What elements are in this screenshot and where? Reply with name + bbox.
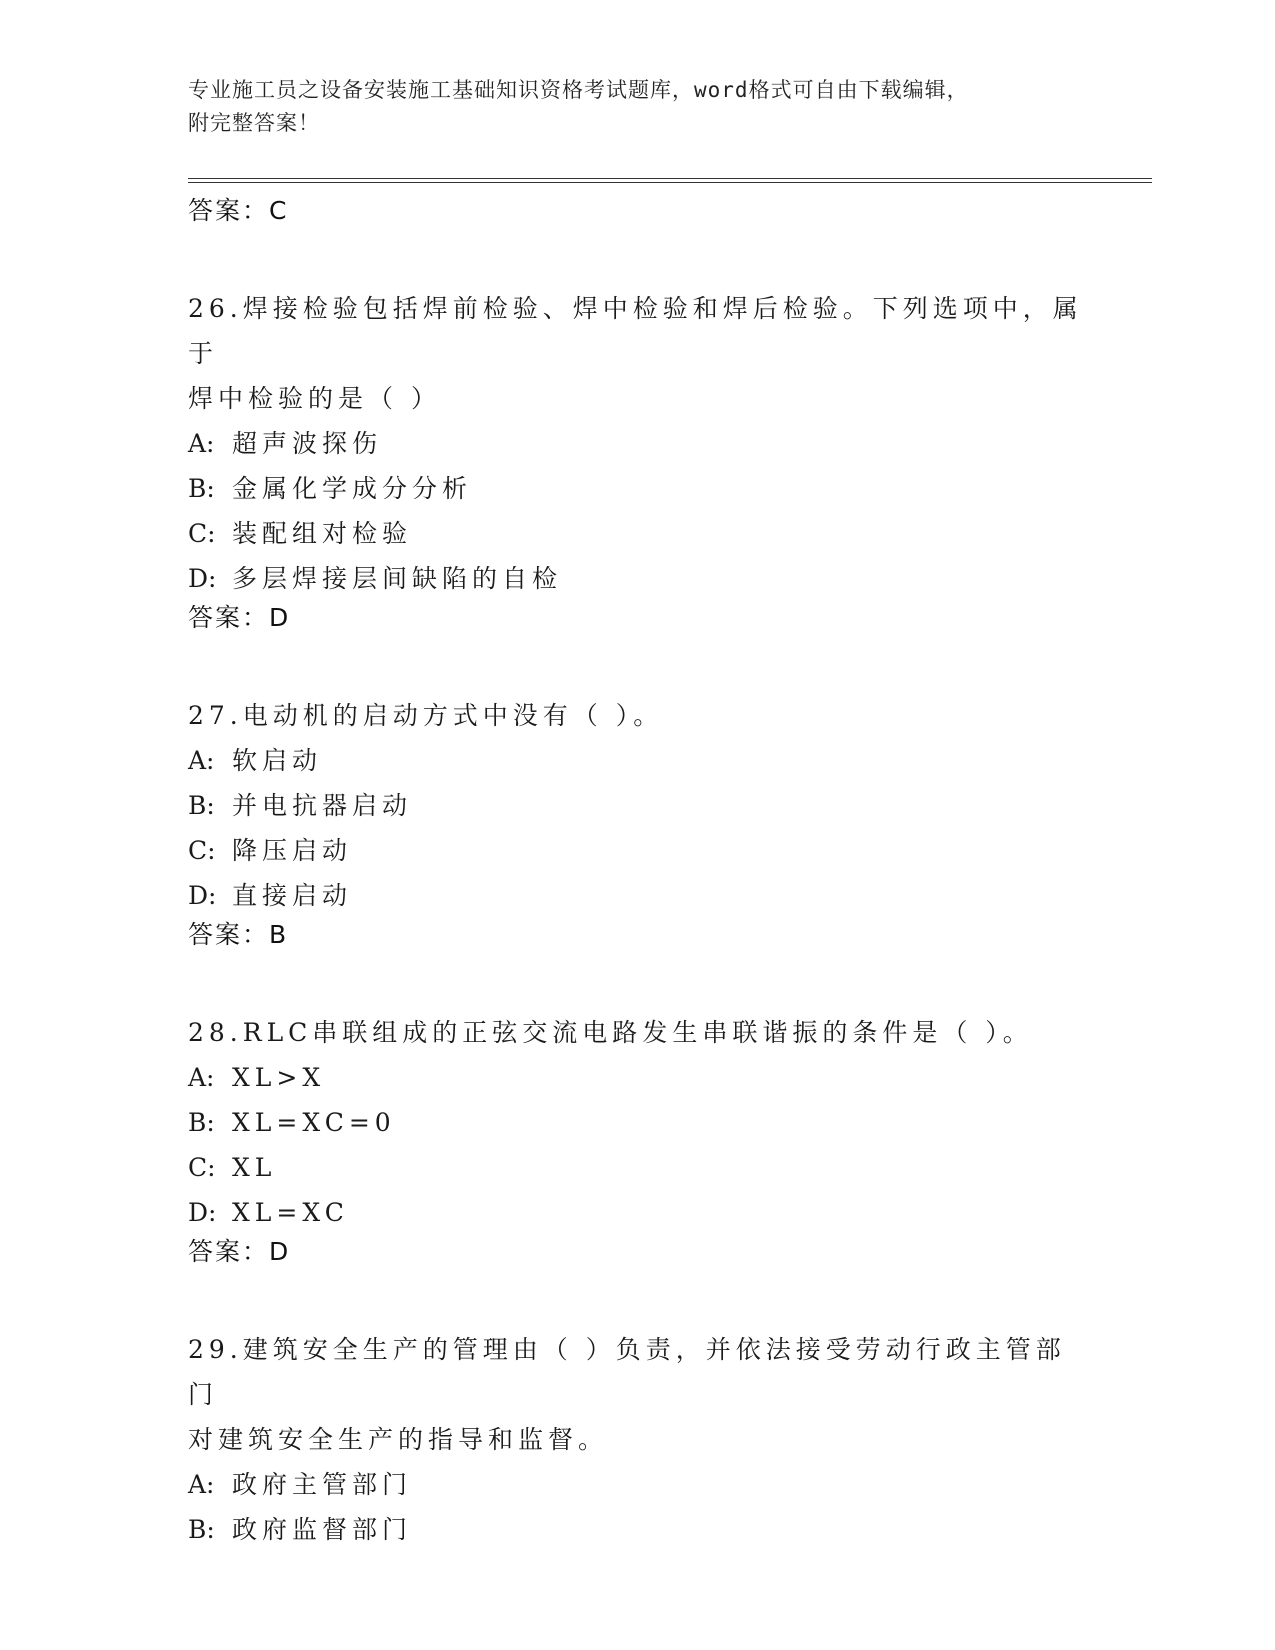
header-divider-top xyxy=(188,178,1152,179)
option-b xyxy=(188,1507,1088,1552)
option-a xyxy=(188,421,1088,466)
option-key: B: xyxy=(188,1515,215,1544)
question-text: 28.RLC串联组成的正弦交流电路发生串联谐振的条件是（ ）。 xyxy=(188,1018,1033,1047)
option-text: XL>X xyxy=(232,1063,326,1092)
question-29 xyxy=(188,1327,1088,1552)
option-key: D: xyxy=(188,1198,217,1227)
question-26 xyxy=(188,286,1088,635)
question-text-continued: 对建筑安全生产的指导和监督。 xyxy=(188,1425,609,1454)
document-header xyxy=(188,74,1068,140)
option-d xyxy=(188,873,1088,918)
header-line-1: 专业施工员之设备安装施工基础知识资格考试题库，word格式可自由下载编辑， xyxy=(188,78,969,102)
question-text-continued: 焊中检验的是（ ） xyxy=(188,384,441,413)
option-text: 政府主管部门 xyxy=(232,1470,413,1499)
option-key: A: xyxy=(188,1470,215,1499)
option-b xyxy=(188,466,1088,511)
header-divider-bottom xyxy=(188,182,1152,183)
question-27 xyxy=(188,693,1088,952)
option-text: 装配组对检验 xyxy=(232,519,413,548)
option-c xyxy=(188,828,1088,873)
option-key: A: xyxy=(188,429,215,458)
answer-line: 答案：D xyxy=(188,1237,291,1266)
option-text: 超声波探伤 xyxy=(232,429,383,458)
answer-line: 答案：D xyxy=(188,603,291,632)
answer-line: 答案：B xyxy=(188,920,289,949)
option-text: 金属化学成分分析 xyxy=(232,474,473,503)
option-text: 并电抗器启动 xyxy=(232,791,413,820)
option-text: 软启动 xyxy=(232,746,323,775)
option-b xyxy=(188,1100,1088,1145)
option-text: XL xyxy=(232,1153,277,1182)
option-key: D: xyxy=(188,881,217,910)
question-28 xyxy=(188,1010,1088,1269)
option-key: A: xyxy=(188,1063,215,1092)
option-text: XL=XC=0 xyxy=(232,1108,396,1137)
option-key: A: xyxy=(188,746,215,775)
question-text: 27.电动机的启动方式中没有（ ）。 xyxy=(188,701,664,730)
option-text: 政府监督部门 xyxy=(232,1515,413,1544)
option-key: C: xyxy=(188,519,216,548)
option-text: 直接启动 xyxy=(232,881,353,910)
option-key: B: xyxy=(188,791,215,820)
option-d xyxy=(188,1190,1088,1235)
question-text: 26.焊接检验包括焊前检验、焊中检验和焊后检验。下列选项中，属于 xyxy=(188,294,1083,368)
option-a xyxy=(188,1055,1088,1100)
option-a xyxy=(188,738,1088,783)
question-list xyxy=(188,190,1088,1552)
option-c xyxy=(188,1145,1088,1190)
option-key: D: xyxy=(188,564,217,593)
option-b xyxy=(188,783,1088,828)
option-key: B: xyxy=(188,474,215,503)
header-line-2: 附完整答案！ xyxy=(188,111,320,135)
option-d xyxy=(188,556,1088,601)
option-c xyxy=(188,511,1088,556)
previous-answer: 答案：C xyxy=(188,196,289,225)
option-a xyxy=(188,1462,1088,1507)
option-text: 降压启动 xyxy=(232,836,353,865)
option-text: XL=XC xyxy=(232,1198,349,1227)
option-key: C: xyxy=(188,1153,216,1182)
option-key: C: xyxy=(188,836,216,865)
option-key: B: xyxy=(188,1108,215,1137)
question-text: 29.建筑安全生产的管理由（ ）负责，并依法接受劳动行政主管部门 xyxy=(188,1335,1066,1409)
option-text: 多层焊接层间缺陷的自检 xyxy=(232,564,563,593)
